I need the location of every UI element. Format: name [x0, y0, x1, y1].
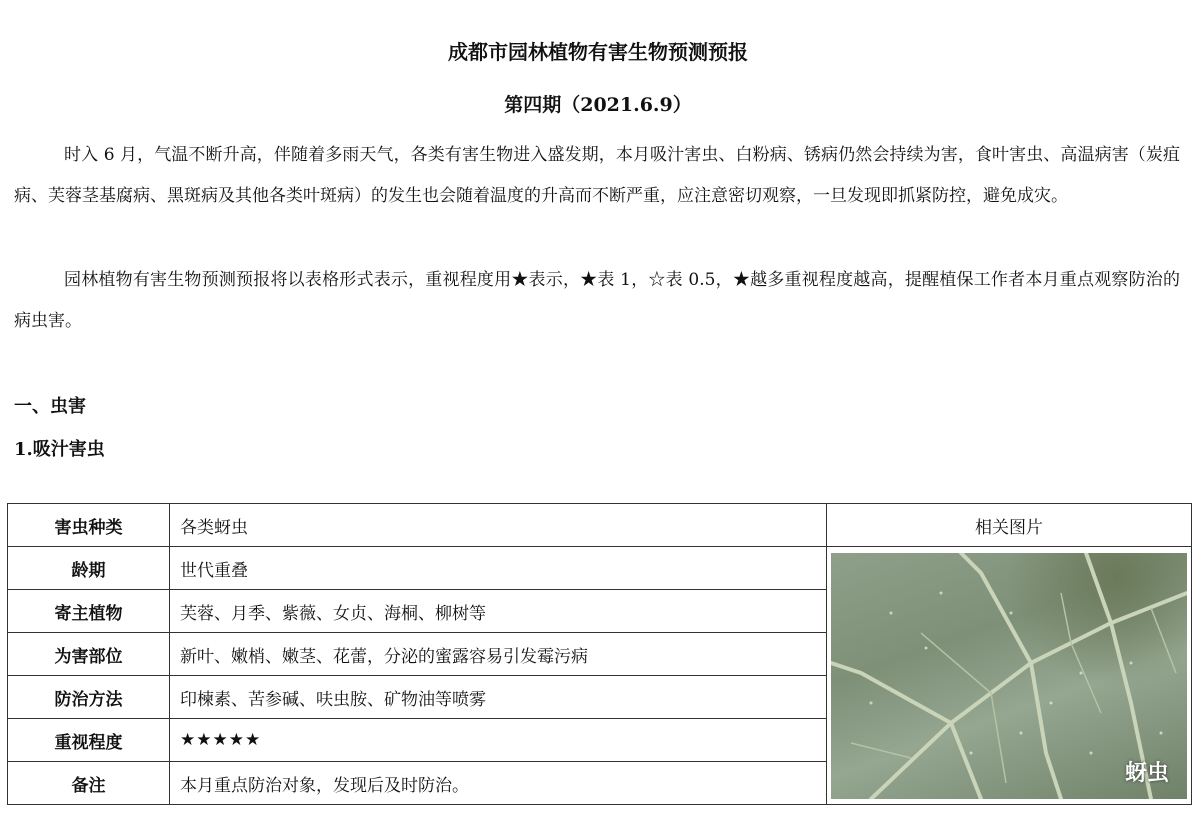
row-label: 备注 [8, 762, 170, 805]
row-label: 害虫种类 [8, 504, 170, 547]
row-value: 本月重点防治对象，发现后及时防治。 [170, 762, 827, 805]
aphid-photo [831, 553, 1187, 799]
row-label: 龄期 [8, 547, 170, 590]
row-value: 世代重叠 [170, 547, 827, 590]
section-heading: 一、虫害 [14, 396, 86, 417]
row-label: 重视程度 [8, 719, 170, 762]
row-value: 各类蚜虫 [170, 504, 827, 547]
pest-table [7, 503, 1192, 805]
row-label: 寄主植物 [8, 590, 170, 633]
row-value: 新叶、嫩梢、嫩茎、花蕾，分泌的蜜露容易引发霉污病 [170, 633, 827, 676]
table-row [8, 547, 1192, 590]
row-value: 印楝素、苦参碱、呋虫胺、矿物油等喷雾 [170, 676, 827, 719]
table-row [8, 504, 1192, 547]
photo-label: 蚜虫 [1124, 759, 1169, 786]
row-label: 为害部位 [8, 633, 170, 676]
subsection-heading: 1.吸汁害虫 [14, 439, 105, 460]
legend-paragraph: 园林植物有害生物预测预报将以表格形式表示，重视程度用★表示，★表 1，☆表 0.5，★越多重视程度越高，提醒植保工作者本月重点观察防治的病虫害。 [14, 270, 1180, 331]
image-header: 相关图片 [827, 504, 1192, 547]
intro-paragraph: 时入 6 月，气温不断升高，伴随着多雨天气，各类有害生物进入盛发期，本月吸汁害虫、白粉病、锈病仍然会持续为害，食叶害虫、高温病害（炭疽病、芙蓉茎基腐病、黑斑病及其他各类叶斑病）的发生也会随着温度的升高而不断严重，应注意密切观察，一旦发现即抓紧防控，避免成灾。 [14, 145, 1180, 206]
image-cell [827, 547, 1192, 805]
issue-line: 第四期（2021.6.9） [504, 94, 692, 116]
row-label: 防治方法 [8, 676, 170, 719]
importance-stars: ★★★★★ [170, 719, 827, 762]
row-value: 芙蓉、月季、紫薇、女贞、海桐、柳树等 [170, 590, 827, 633]
document-title: 成都市园林植物有害生物预测预报 [448, 40, 748, 64]
